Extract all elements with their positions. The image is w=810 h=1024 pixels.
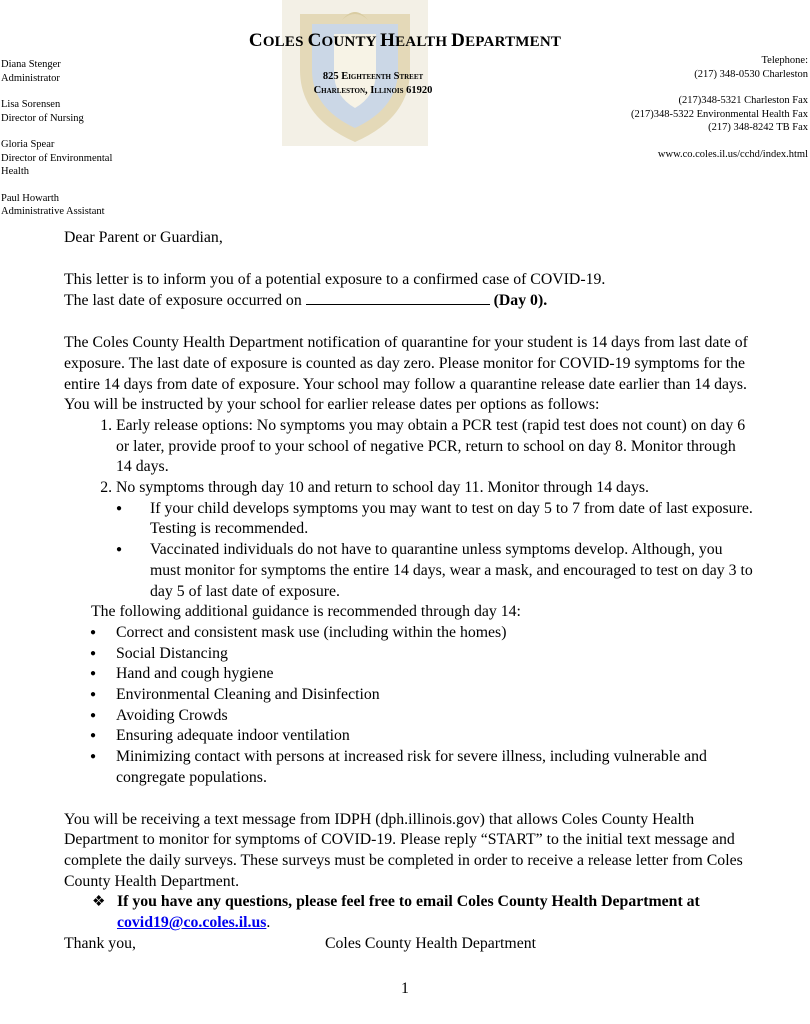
list-item: 1. Early release options: No symptoms you may obtain a PCR test (rapid test does not count) on day 6 or later, provide proof to your school of negative PCR, return to school on day 8. Monitor through 14 days. [116, 416, 754, 478]
guidance-intro: The following additional guidance is recommended through day 14: [91, 603, 521, 621]
department-title: COLES COUNTY HEALTH DEPARTMENT [248, 30, 562, 51]
address-street: 825 Eighteenth Street [322, 71, 424, 82]
telephone-label: Telephone: [761, 55, 808, 66]
sub-bullet-list [64, 499, 754, 603]
staff-name: Gloria Spear [1, 139, 55, 150]
text-message-paragraph: You will be receiving a text message from IDPH (dph.illinois.gov) that allows Coles County Health Department to monitor for symptoms of COVID-19. Please reply “START” to the initial text message and complete the daily surveys. These surveys must be completed in order to receive a release letter from Coles County Health Department. [64, 810, 743, 890]
email-link[interactable]: covid19@co.coles.il.us [117, 914, 267, 932]
quarantine-paragraph: The Coles County Health Department notification of quarantine for your student is 14 days from last date of exposure. The last date of exposure is counted as day zero. Please monitor for COVID-19 symptoms for the entire 14 days from date of exposure. Your school may follow a quarantine release date earlier than 14 days. You will be instructed by your school for earlier release dates per options as follows: [64, 334, 748, 414]
release-options-list [64, 416, 754, 499]
list-item: ● Ensuring adequate indoor ventilation [64, 726, 754, 747]
staff-member [1, 192, 141, 219]
page-number: 1 [401, 980, 409, 997]
telephone-number: (217) 348-0530 Charleston [694, 68, 808, 80]
staff-member [1, 98, 141, 125]
list-item: ● Correct and consistent mask use (including within the homes) [64, 623, 754, 644]
fax-tb: (217) 348-8242 TB Fax [708, 122, 808, 133]
list-item: ● Environmental Cleaning and Disinfection [64, 685, 754, 706]
staff-role: Director of Environmental Health [1, 152, 113, 177]
list-item: ● If your child develops symptoms you may want to test on day 5 to 7 from date of last exposure. Testing is recommended. [116, 499, 754, 540]
diamond-bullet-icon: ❖ [92, 894, 106, 911]
staff-role: Director of Nursing [1, 112, 84, 124]
list-item: ● Hand and cough hygiene [64, 664, 754, 685]
staff-name: Lisa Sorensen [1, 99, 61, 110]
staff-member [1, 138, 141, 179]
staff-list [1, 58, 141, 232]
list-item: ● Minimizing contact with persons at increased risk for severe illness, including vulnerable and congregate populations. [64, 747, 754, 788]
fax-charleston: (217)348-5321 Charleston Fax [678, 95, 808, 106]
signature: Coles County Health Department [325, 934, 537, 952]
sign-off [64, 934, 754, 955]
questions-note: ❖ If you have any questions, please feel free to email Coles County Health Department at covid19@co.coles.il.us. [92, 893, 700, 932]
staff-name: Paul Howarth [1, 192, 60, 204]
list-item: ● Vaccinated individuals do not have to quarantine unless symptoms develop. Although, you must monitor for symptoms the entire 14 days, wear a mask, and encouraged to test on day 3 to day 5 of last date of exposure. [116, 540, 754, 602]
staff-role: Administrator [1, 72, 60, 84]
guidance-list [64, 623, 754, 789]
website-link[interactable]: www.co.coles.il.us/cchd/index.html [657, 148, 808, 160]
contact-info [548, 54, 808, 161]
intro-line: This letter is to inform you of a potential exposure to a confirmed case of COVID-19. [64, 270, 606, 288]
fax-environmental: (217)348-5322 Environmental Health Fax [630, 108, 808, 120]
closing: Thank you, [64, 934, 136, 952]
staff-name: Diana Stenger [1, 59, 61, 70]
staff-role: Administrative Assistant [1, 206, 105, 217]
address-city: Charleston, Illinois 61920 [313, 85, 433, 96]
list-item: 2. No symptoms through day 10 and return to school day 11. Monitor through 14 days. [116, 478, 754, 499]
salutation: Dear Parent or Guardian, [64, 229, 223, 246]
letter-body [64, 228, 754, 955]
staff-member [1, 58, 141, 85]
exposure-date-line: The last date of exposure occurred on (Day 0). [64, 292, 548, 310]
list-item: ● Avoiding Crowds [64, 706, 754, 727]
exposure-date-blank[interactable] [306, 290, 490, 305]
list-item: ● Social Distancing [64, 644, 754, 665]
